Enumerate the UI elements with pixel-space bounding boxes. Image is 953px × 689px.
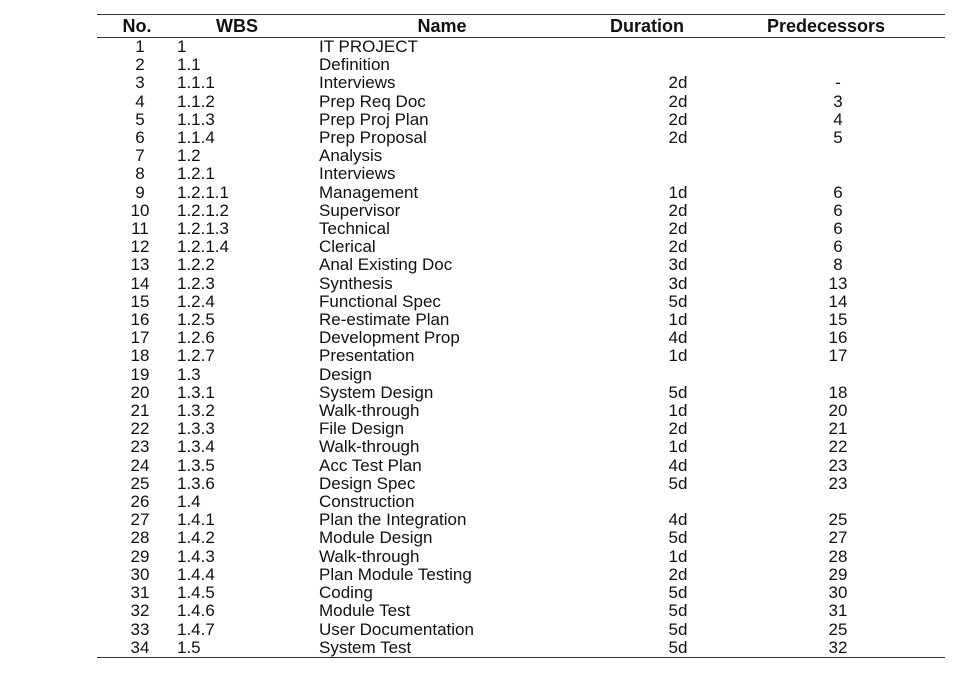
cell-wbs: 1.2.1.1: [177, 183, 229, 202]
table-row: [97, 129, 945, 147]
cell-wbs: 1.5: [177, 638, 201, 657]
header-name: Name: [417, 16, 467, 36]
cell-duration: 2d: [668, 129, 688, 148]
cell-duration: 5d: [668, 620, 688, 639]
cell-name: File Design: [319, 420, 405, 439]
cell-predecessors: 23: [828, 474, 848, 493]
cell-no: 25: [130, 474, 150, 493]
table-row: [97, 548, 945, 566]
cell-duration: 4d: [668, 456, 688, 475]
cell-predecessors: 6: [833, 220, 843, 239]
cell-predecessors: 23: [828, 456, 848, 475]
cell-no: 8: [135, 165, 145, 184]
cell-wbs: 1.1.1: [177, 74, 215, 93]
table-row: [97, 366, 945, 384]
cell-duration: 1d: [668, 183, 688, 202]
cell-predecessors: 25: [828, 620, 848, 639]
cell-duration: 2d: [668, 92, 688, 111]
header-wbs: WBS: [216, 16, 258, 36]
cell-name: IT PROJECT: [319, 37, 418, 56]
table-row: [97, 38, 945, 57]
cell-predecessors: 16: [828, 329, 848, 348]
cell-no: 24: [130, 456, 150, 475]
cell-no: 13: [130, 256, 150, 275]
cell-wbs: 1.2.1.2: [177, 201, 229, 220]
cell-name: Prep Proj Plan: [319, 110, 429, 129]
cell-no: 16: [130, 311, 150, 330]
cell-wbs: 1.4.6: [177, 602, 215, 621]
cell-no: 14: [130, 274, 150, 293]
table-row: [97, 384, 945, 402]
table-row: [97, 275, 945, 293]
cell-predecessors: [707, 56, 945, 74]
cell-predecessors: 32: [828, 638, 848, 657]
cell-no: 30: [130, 565, 150, 584]
cell-predecessors: 29: [828, 565, 848, 584]
cell-name: Synthesis: [319, 274, 393, 293]
cell-duration: 5d: [668, 474, 688, 493]
table-row: [97, 184, 945, 202]
table-row: [97, 74, 945, 92]
cell-duration: 4d: [668, 329, 688, 348]
cell-name: Anal Existing Doc: [319, 256, 453, 275]
cell-wbs: 1.2.7: [177, 347, 215, 366]
cell-duration: 1d: [668, 438, 688, 457]
cell-duration: 5d: [668, 529, 688, 548]
cell-predecessors: 27: [828, 529, 848, 548]
cell-wbs: 1.2.5: [177, 311, 215, 330]
table-row: [97, 347, 945, 365]
cell-no: 20: [130, 383, 150, 402]
cell-wbs: 1.3.2: [177, 402, 215, 421]
cell-name: Acc Test Plan: [319, 456, 422, 475]
cell-name: Interviews: [319, 165, 396, 184]
table-row: [97, 621, 945, 639]
cell-no: 34: [130, 638, 150, 657]
cell-duration: 4d: [668, 511, 688, 530]
table-row: [97, 329, 945, 347]
cell-predecessors: [707, 147, 945, 165]
cell-wbs: 1.2.1.4: [177, 238, 229, 257]
cell-no: 23: [130, 438, 150, 457]
cell-wbs: 1.4.7: [177, 620, 215, 639]
cell-name: Construction: [319, 493, 415, 512]
cell-duration: 2d: [668, 420, 688, 439]
cell-duration: 5d: [668, 383, 688, 402]
cell-predecessors: 3: [833, 92, 843, 111]
cell-no: 4: [135, 92, 145, 111]
table-row: [97, 457, 945, 475]
header-no: No.: [122, 16, 152, 36]
table-row: [97, 639, 945, 658]
cell-no: 1: [135, 37, 145, 56]
cell-wbs: 1.3.6: [177, 474, 215, 493]
cell-wbs: 1.4.3: [177, 547, 215, 566]
cell-name: System Design: [319, 383, 434, 402]
cell-name: Walk-through: [319, 547, 420, 566]
table-row: [97, 238, 945, 256]
cell-name: Plan Module Testing: [319, 565, 472, 584]
table-row: [97, 165, 945, 183]
cell-name: Coding: [319, 584, 373, 603]
cell-name: Technical: [319, 220, 390, 239]
cell-predecessors: 13: [828, 274, 848, 293]
cell-wbs: 1: [177, 37, 187, 56]
table-row: [97, 602, 945, 620]
cell-predecessors: 17: [828, 347, 848, 366]
cell-predecessors: [707, 38, 945, 57]
cell-wbs: 1.3.5: [177, 456, 215, 475]
cell-duration: 1d: [668, 402, 688, 421]
cell-predecessors: 4: [833, 110, 843, 129]
cell-predecessors: 6: [833, 183, 843, 202]
cell-duration: [587, 56, 707, 74]
cell-no: 11: [131, 220, 149, 239]
cell-wbs: 1.4.1: [177, 511, 215, 530]
cell-duration: 5d: [668, 292, 688, 311]
table-row: [97, 56, 945, 74]
header-duration: Duration: [610, 16, 684, 36]
cell-wbs: 1.2.1: [177, 165, 215, 184]
cell-predecessors: -: [835, 74, 841, 93]
wbs-table-container: [97, 14, 945, 658]
cell-wbs: 1.2: [177, 147, 201, 166]
cell-duration: [587, 493, 707, 511]
cell-predecessors: [707, 165, 945, 183]
cell-wbs: 1.1: [177, 56, 201, 75]
cell-name: Prep Proposal: [319, 129, 427, 148]
table-body: [97, 38, 945, 658]
cell-predecessors: 31: [828, 602, 848, 621]
cell-name: Analysis: [319, 147, 383, 166]
cell-predecessors: 6: [833, 201, 843, 220]
table-row: [97, 566, 945, 584]
cell-no: 26: [130, 493, 150, 512]
cell-wbs: 1.3.1: [177, 383, 215, 402]
cell-duration: 5d: [668, 584, 688, 603]
cell-duration: [587, 147, 707, 165]
cell-name: Module Design: [319, 529, 433, 548]
wbs-table: [97, 14, 945, 658]
cell-wbs: 1.2.1.3: [177, 220, 229, 239]
table-row: [97, 438, 945, 456]
cell-wbs: 1.3.4: [177, 438, 215, 457]
table-row: [97, 202, 945, 220]
cell-predecessors: 20: [828, 402, 848, 421]
cell-wbs: 1.2.2: [177, 256, 215, 275]
cell-name: Interviews: [319, 74, 396, 93]
header-row: [97, 15, 945, 38]
cell-predecessors: 28: [828, 547, 848, 566]
cell-no: 28: [130, 529, 150, 548]
table-row: [97, 111, 945, 129]
cell-no: 3: [135, 74, 145, 93]
cell-no: 2: [135, 56, 145, 75]
cell-no: 9: [135, 183, 145, 202]
cell-duration: 5d: [668, 638, 688, 657]
cell-name: Design Spec: [319, 474, 416, 493]
cell-name: Definition: [319, 56, 390, 75]
cell-name: Plan the Integration: [319, 511, 467, 530]
cell-name: User Documentation: [319, 620, 474, 639]
cell-wbs: 1.2.3: [177, 274, 215, 293]
cell-duration: 1d: [668, 347, 688, 366]
cell-name: Management: [319, 183, 419, 202]
cell-no: 7: [135, 147, 145, 166]
cell-name: Walk-through: [319, 438, 420, 457]
table-row: [97, 511, 945, 529]
cell-wbs: 1.4.2: [177, 529, 215, 548]
cell-wbs: 1.3.3: [177, 420, 215, 439]
cell-predecessors: 22: [828, 438, 848, 457]
cell-wbs: 1.2.4: [177, 292, 215, 311]
cell-wbs: 1.4.5: [177, 584, 215, 603]
cell-no: 27: [130, 511, 150, 530]
cell-no: 22: [130, 420, 150, 439]
table-row: [97, 402, 945, 420]
cell-no: 5: [135, 110, 145, 129]
cell-wbs: 1.3: [177, 365, 201, 384]
cell-wbs: 1.1.2: [177, 92, 215, 111]
cell-duration: 5d: [668, 602, 688, 621]
header-predecessors: Predecessors: [766, 16, 886, 36]
cell-duration: [587, 366, 707, 384]
cell-name: Design: [319, 365, 372, 384]
cell-predecessors: 14: [828, 292, 848, 311]
cell-predecessors: 15: [828, 311, 848, 330]
table-row: [97, 475, 945, 493]
table-header: [97, 15, 945, 38]
table-row: [97, 420, 945, 438]
cell-name: Presentation: [319, 347, 415, 366]
cell-duration: 2d: [668, 238, 688, 257]
table-row: [97, 93, 945, 111]
table-row: [97, 147, 945, 165]
cell-predecessors: 8: [833, 256, 843, 275]
cell-duration: 1d: [668, 311, 688, 330]
cell-predecessors: 6: [833, 238, 843, 257]
cell-no: 10: [130, 201, 150, 220]
cell-duration: 2d: [668, 110, 688, 129]
cell-predecessors: [707, 366, 945, 384]
cell-no: 19: [130, 365, 150, 384]
cell-predecessors: 21: [828, 420, 848, 439]
cell-duration: 1d: [668, 547, 688, 566]
cell-no: 33: [130, 620, 150, 639]
cell-duration: 3d: [668, 274, 688, 293]
table-row: [97, 293, 945, 311]
cell-name: Functional Spec: [319, 292, 441, 311]
cell-wbs: 1.4: [177, 493, 201, 512]
cell-duration: 2d: [668, 220, 688, 239]
cell-wbs: 1.1.4: [177, 129, 215, 148]
cell-no: 17: [130, 329, 150, 348]
table-row: [97, 256, 945, 274]
cell-duration: 3d: [668, 256, 688, 275]
cell-duration: [587, 165, 707, 183]
cell-no: 6: [135, 129, 145, 148]
cell-wbs: 1.4.4: [177, 565, 215, 584]
cell-no: 15: [130, 292, 150, 311]
table-row: [97, 493, 945, 511]
cell-duration: 2d: [668, 74, 688, 93]
cell-name: Development Prop: [319, 329, 460, 348]
cell-predecessors: 5: [833, 129, 843, 148]
table-row: [97, 584, 945, 602]
cell-name: Supervisor: [319, 201, 401, 220]
cell-name: Module Test: [319, 602, 411, 621]
table-row: [97, 220, 945, 238]
cell-name: Prep Req Doc: [319, 92, 426, 111]
cell-no: 21: [130, 402, 150, 421]
cell-no: 29: [130, 547, 150, 566]
cell-no: 12: [130, 238, 150, 257]
cell-no: 32: [130, 602, 150, 621]
cell-duration: [587, 38, 707, 57]
cell-name: Walk-through: [319, 402, 420, 421]
cell-predecessors: 25: [828, 511, 848, 530]
cell-no: 31: [130, 584, 150, 603]
cell-no: 18: [130, 347, 150, 366]
cell-wbs: 1.1.3: [177, 110, 215, 129]
cell-predecessors: [707, 493, 945, 511]
cell-predecessors: 30: [828, 584, 848, 603]
cell-name: System Test: [319, 638, 412, 657]
cell-duration: 2d: [668, 565, 688, 584]
cell-wbs: 1.2.6: [177, 329, 215, 348]
table-row: [97, 529, 945, 547]
cell-name: Clerical: [319, 238, 376, 257]
cell-duration: 2d: [668, 201, 688, 220]
cell-predecessors: 18: [828, 383, 848, 402]
table-row: [97, 311, 945, 329]
cell-name: Re-estimate Plan: [319, 311, 450, 330]
